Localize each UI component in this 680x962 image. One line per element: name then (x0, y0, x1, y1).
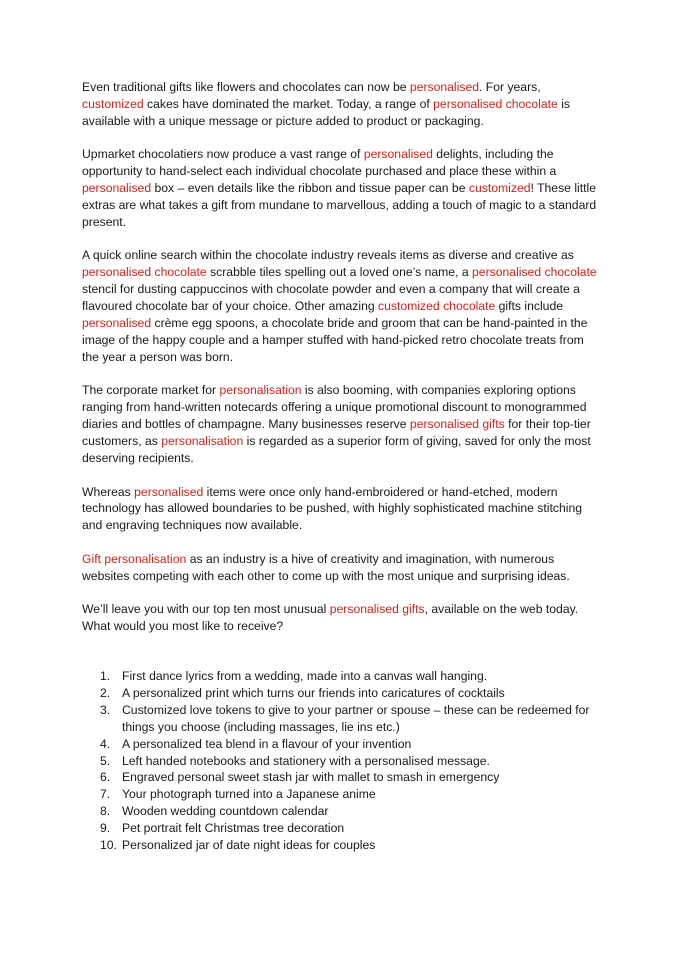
text-run: ! These little extras are what takes a gift from mundane to marvellous, adding a touch of magic to a standard present. (82, 181, 597, 229)
text-run: for their top-tier customers, as (82, 417, 591, 449)
highlighted-keyword: personalised chocolate (82, 265, 207, 280)
text-run: We’ll leave you with our top ten most unusual (82, 602, 330, 617)
text-run: items were once only hand-embroidered or hand-etched, modern technology has allowed boundaries to be pushed, with highly sophisticated machine stitching and engraving techniques now available. (82, 484, 583, 533)
paragraph (82, 79, 602, 130)
gift-ideas-list (82, 668, 602, 854)
highlighted-keyword: personalised chocolate (433, 96, 558, 111)
article-body (82, 79, 602, 635)
list-item-text: Left handed notebooks and stationery with a personalised message. (122, 753, 490, 768)
list-item (82, 837, 602, 854)
list-item-text: Personalized jar of date night ideas for couples (122, 838, 376, 853)
text-run: Upmarket chocolatiers now produce a vast range of (82, 147, 364, 162)
document-page (82, 79, 602, 854)
paragraph (82, 484, 602, 535)
list-item-number: 6. (100, 770, 111, 785)
text-run: , available on the web today. What would you most like to receive? (82, 602, 579, 634)
text-run: delights, including the opportunity to hand-select each individual chocolate purchased and place these within a (82, 147, 557, 179)
paragraph (82, 247, 602, 365)
list-item-number: 8. (100, 804, 111, 819)
list-item (82, 820, 602, 837)
list-item (82, 668, 602, 685)
text-run: Whereas (82, 484, 135, 499)
highlighted-keyword: personalisation (219, 383, 302, 398)
text-run: cakes have dominated the market. Today, a range of (143, 96, 434, 111)
list-item-number: 9. (100, 821, 111, 836)
highlighted-keyword: personalised chocolate (472, 265, 597, 280)
text-run: as an industry is a hive of creativity and imagination, with numerous websites competing with each other to come up with the most unique and surprising ideas. (82, 551, 570, 583)
highlighted-keyword: personalised gifts (329, 602, 425, 617)
highlighted-keyword: customized chocolate (378, 299, 496, 314)
list-item-number: 3. (100, 702, 111, 717)
list-item (82, 736, 602, 753)
text-run: The corporate market for (82, 383, 220, 398)
highlighted-keyword: customized (82, 96, 144, 111)
list-item-text: Wooden wedding countdown calendar (122, 804, 329, 819)
text-run: Even traditional gifts like flowers and chocolates can now be (82, 80, 410, 94)
highlighted-keyword: personalised (82, 316, 152, 331)
text-run: . For years, (479, 80, 541, 94)
list-item (82, 702, 602, 736)
list-item-text: A personalized print which turns our friends into caricatures of cocktails (122, 685, 505, 700)
list-item-number: 2. (100, 685, 111, 700)
highlighted-keyword: personalised (82, 181, 152, 196)
text-run: is regarded as a superior form of giving, saved for only the most deserving recipients. (82, 434, 591, 465)
text-run: box – even details like the ribbon and tissue paper can be (151, 181, 469, 196)
list-item (82, 685, 602, 702)
highlighted-keyword: customized (468, 181, 531, 196)
list-item-number: 5. (100, 753, 111, 768)
highlighted-keyword: personalised (409, 80, 479, 94)
list-item-text: A personalized tea blend in a flavour of your invention (122, 736, 412, 751)
paragraph (82, 382, 602, 467)
list-item-text: First dance lyrics from a wedding, made into a canvas wall hanging. (122, 669, 488, 684)
text-run: gifts include (495, 299, 563, 314)
text-run: stencil for dusting cappuccinos with chocolate powder and even a company that will create a flavoured chocolate bar of your choice. Other amazing (82, 282, 580, 314)
text-run: crème egg spoons, a chocolate bride and groom that can be hand-painted in the image of the happy couple and a hamper stuffed with hand-picked retro chocolate treats from the year a person was born. (82, 316, 588, 364)
highlighted-keyword: personalisation (161, 434, 244, 449)
list-item-text: Customized love tokens to give to your partner or spouse – these can be redeemed for things you choose (including massages, lie ins etc.) (122, 702, 590, 734)
text-run: A quick online search within the chocolate industry reveals items as diverse and creative as (82, 248, 574, 263)
text-run: is available with a unique message or picture added to product or packaging. (82, 96, 571, 128)
list-item (82, 803, 602, 820)
paragraph (82, 551, 602, 585)
highlighted-keyword: personalised gifts (409, 417, 505, 432)
highlighted-keyword: personalised (363, 147, 433, 162)
paragraph (82, 146, 602, 231)
list-item-text: Your photograph turned into a Japanese anime (122, 787, 376, 802)
paragraph (82, 601, 602, 635)
highlighted-keyword: Gift personalisation (82, 551, 187, 566)
list-item-number: 10. (100, 838, 117, 853)
list-item-number: 7. (100, 787, 111, 802)
text-run: is also booming, with companies exploring options ranging from hand-written notecards offering a unique promotional discount to monogrammed diaries and bottles of champagne. Many businesses reserve (82, 383, 587, 432)
list-item-number: 4. (100, 736, 111, 751)
text-run: scrabble tiles spelling out a loved one’s name, a (206, 265, 473, 280)
list-item-number: 1. (100, 669, 111, 684)
list-item (82, 786, 602, 803)
list-item (82, 753, 602, 770)
list-item-text: Pet portrait felt Christmas tree decoration (122, 821, 345, 836)
list-item-text: Engraved personal sweet stash jar with mallet to smash in emergency (122, 770, 500, 785)
list-item (82, 769, 602, 786)
highlighted-keyword: personalised (134, 484, 204, 499)
